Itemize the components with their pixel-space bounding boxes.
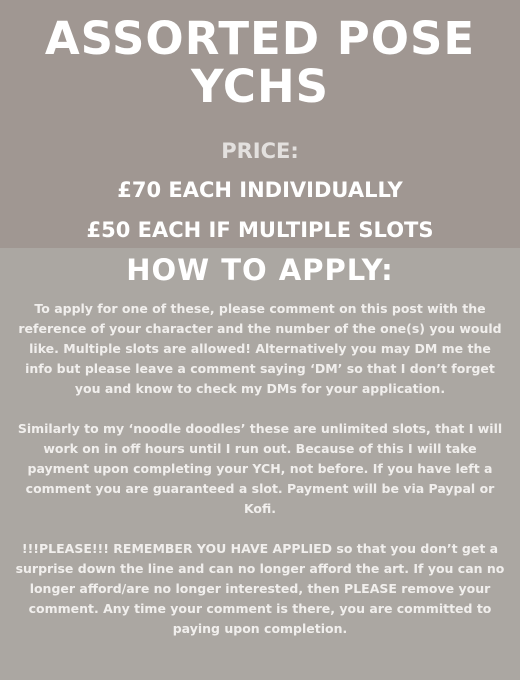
price-individual: £70 EACH INDIVIDUALLY: [117, 178, 403, 202]
warning-paragraph: !!!PLEASE!!! REMEMBER YOU HAVE APPLIED so that you don’t get a surprise down the line and can no longer afford the art. If you can no longer afford/are no longer interested, then PLEASE remove your comment. Any time your comment is there, you are committed to paying upon completion.: [15, 541, 505, 636]
slots-paragraph: Similarly to my ‘noodle doodles’ these are unlimited slots, that I will work on in off hours until I run out. Because of this I will take payment upon completing your YCH, not before. If you have left a comment you are guaranteed a slot. Payment will be via Paypal or Kofi.: [17, 421, 503, 516]
price-heading: PRICE:: [221, 139, 299, 163]
price-multiple: £50 EACH IF MULTIPLE SLOTS: [86, 218, 434, 242]
page-title: ASSORTED POSE YCHS: [44, 12, 476, 113]
how-to-apply-heading: HOW TO APPLY:: [126, 253, 394, 287]
apply-paragraph: To apply for one of these, please comment on this post with the reference of your character and the number of the one(s) you would like. Multiple slots are allowed! Alternatively you may DM me the info but please leave a comment saying ‘DM’ so that I don’t forget you and know to check my DMs for your application.: [18, 301, 502, 396]
